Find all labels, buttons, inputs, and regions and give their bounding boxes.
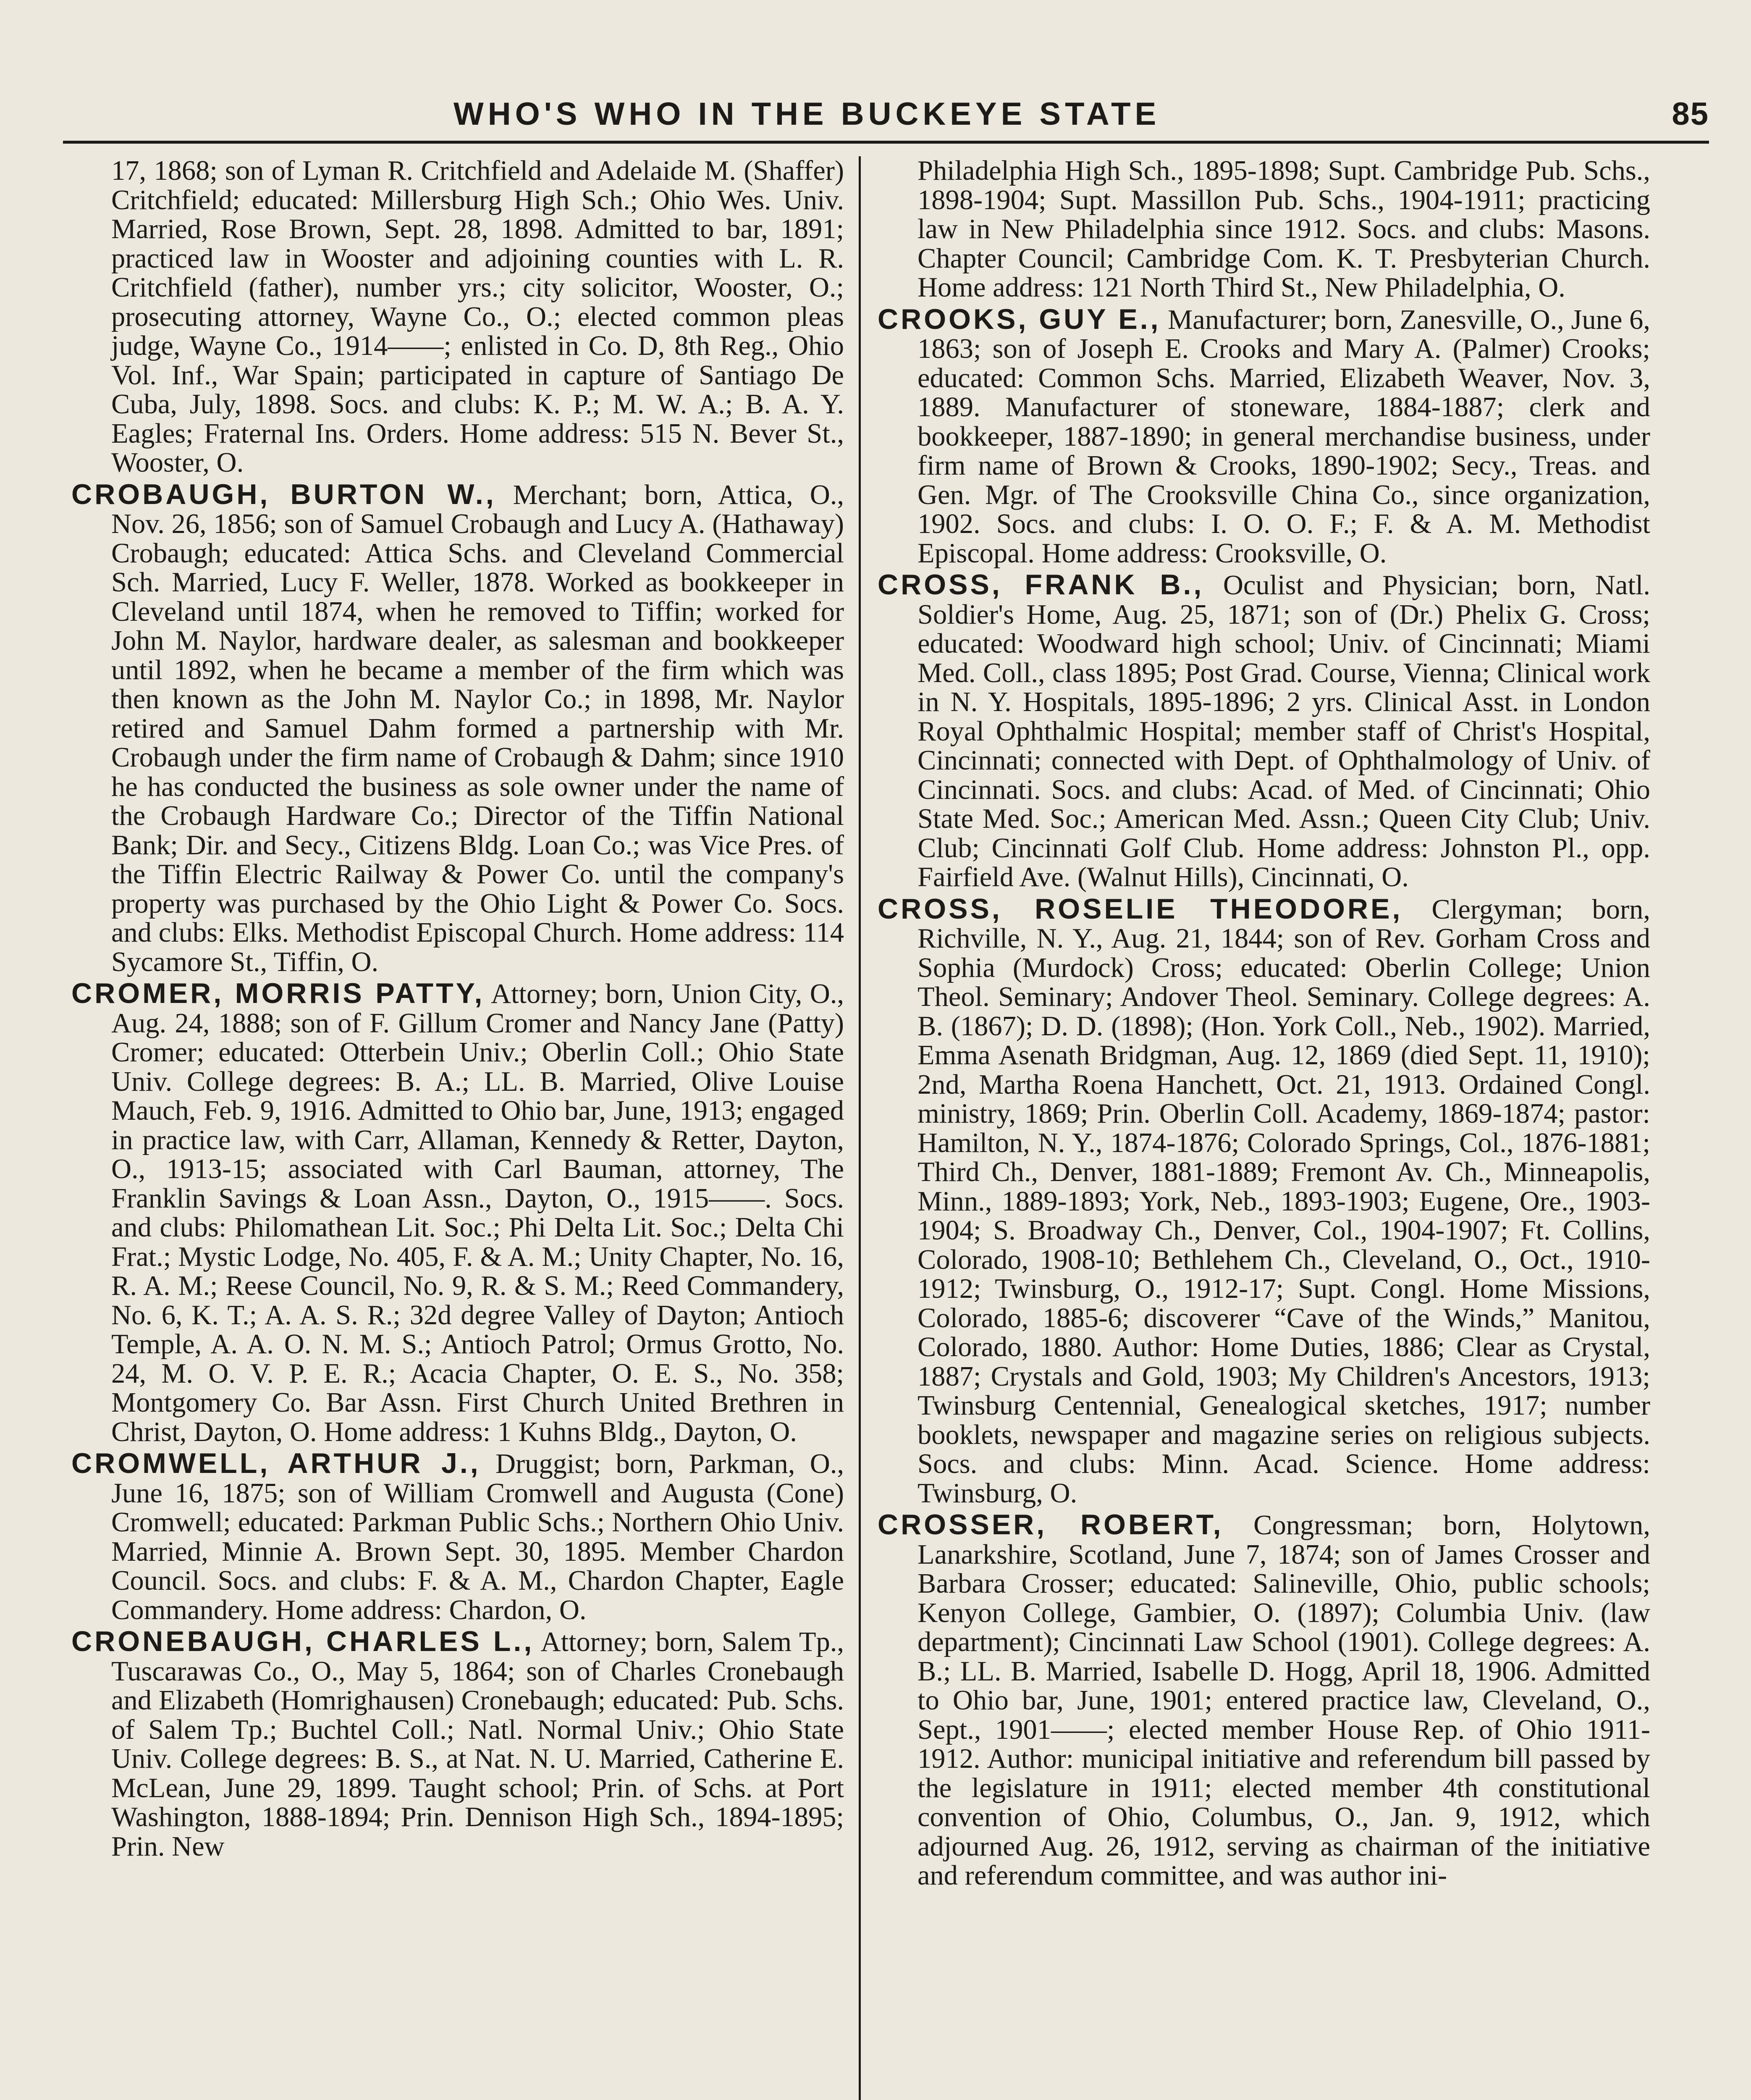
biography-entry (878, 305, 1650, 568)
entry-text: Philadelphia High Sch., 1895-1898; Supt. Cambridge Pub. Schs., 1898-1904; Supt. Massillon Pub. Schs., 1904-1911; practicing law in New Philadelphia since 1912. Socs. and clubs: Masons. Chapter Council; Cambridge Com. K. T. Presbyterian Church. Home address: 121 North Third St., New Philadelphia, O. (917, 155, 1650, 303)
biography-entry (71, 1627, 844, 1861)
biography-entry (878, 156, 1650, 302)
columns (63, 156, 1650, 1893)
entry-name: CROSSER, ROBERT, (878, 1509, 1224, 1541)
entry-text: Oculist and Physician; born, Natl. Soldier's Home, Aug. 25, 1871; son of (Dr.) Phelix G. Cross; educated: Woodward high school; Univ. of Cincinnati; Miami Med. Coll., class 1895; Post Grad. Course, Vienna; Clinical work in N. Y. Hospitals, 1895-1896; 2 yrs. Clinical Asst. in London Royal Ophthalmic Hospital; member staff of Christ's Hospital, Cincinnati; connected with Dept. of Ophthalmology of Univ. of Cincinnati. Socs. and clubs: Acad. of Med. of Cincinnati; Ohio State Med. Soc.; American Med. Assn.; Queen City Club; Univ. Club; Cincinnati Golf Club. Home address: Johnston Pl., opp. Fairfield Ave. (Walnut Hills), Cincinnati, O. (917, 570, 1651, 892)
entry-text: Attorney; born, Union City, O., Aug. 24, 1888; son of F. Gillum Cromer and Nancy Jane (Patty) Cromer; educated: Otterbein Univ.; Oberlin Coll.; Ohio State Univ. College degrees: B. A.; LL. B. Married, Olive Louise Mauch, Feb. 9, 1916. Admitted to Ohio bar, June, 1913; engaged in practice law, with Carr, Allaman, Kennedy & Retter, Dayton, O., 1913-15; associated with Carl Bauman, attorney, The Franklin Savings & Loan Assn., Dayton, O., 1915——. Socs. and clubs: Philomathean Lit. Soc.; Phi Delta Lit. Soc.; Delta Chi Frat.; Mystic Lodge, No. 405, F. & A. M.; Unity Chapter, No. 16, R. A. M.; Reese Council, No. 9, R. & S. M.; Reed Commandery, No. 6, K. T.; A. A. S. R.; 32d degree Valley of Dayton; Antioch Temple, A. A. O. N. M. S.; Antioch Patrol; Ormus Grotto, No. 24, M. O. V. P. E. R.; Acacia Chapter, O. E. S., No. 358; Montgomery Co. Bar Assn. First Church United Brethren in Christ, Dayton, O. Home address: 1 Kuhns Bldg., Dayton, O. (111, 979, 844, 1447)
entry-text: Clergyman; born, Richville, N. Y., Aug. 21, 1844; son of Rev. Gorham Cross and Sophia (Murdock) Cross; educated: Oberlin College; Union Theol. Seminary; Andover Theol. Seminary. College degrees: A. B. (1867); D. D. (1898); (Hon. York Coll., Neb., 1902). Married, Emma Asenath Bridgman, Aug. 12, 1869 (died Sept. 11, 1910); 2nd, Martha Roena Hanchett, Oct. 21, 1913. Ordained Congl. ministry, 1869; Prin. Oberlin Coll. Academy, 1869-1874; pastor: Hamilton, N. Y., 1874-1876; Colorado Springs, Col., 1876-1881; Third Ch., Denver, 1881-1889; Fremont Av. Ch., Minneapolis, Minn., 1889-1893; York, Neb., 1893-1903; Eugene, Ore., 1903-1904; S. Broadway Ch., Denver, Col., 1904-1907; Ft. Collins, Colorado, 1908-10; Bethlehem Ch., Cleveland, O., Oct., 1910-1912; Twinsburg, O., 1912-17; Supt. Congl. Home Missions, Colorado, 1885-6; discoverer “Cave of the Winds,” Manitou, Colorado, 1880. Author: Home Duties, 1886; Clear as Crystal, 1887; Crystals and Gold, 1903; My Children's Ancestors, 1913; Twinsburg Centennial, Genealogical sketches, 1917; number booklets, newspaper and magazine series on religious subjects. Socs. and clubs: Minn. Acad. Science. Home address: Twinsburg, O. (917, 894, 1651, 1509)
left-column (63, 156, 844, 1893)
running-header (63, 88, 1709, 141)
entry-text: Congressman; born, Holytown, Lanarkshire, Scotland, June 7, 1874; son of James Crosser and Barbara Crosser; educated: Salineville, Ohio, public schools; Kenyon College, Gambier, O. (1897); Columbia Univ. (law department); Cincinnati Law School (1901). College degrees: A. B.; LL. B. Married, Isabelle D. Hogg, April 18, 1906. Admitted to Ohio bar, June, 1901; entered practice law, Cleveland, O., Sept., 1901——; elected member House Rep. of Ohio 1911-1912. Author: municipal initiative and referendum bill passed by the legislature in 1911; elected member 4th constitutional convention of Ohio, Columbus, O., Jan. 9, 1912, which adjourned Aug. 26, 1912, serving as chairman of the initiative and referendum committee, and was author ini- (917, 1510, 1651, 1891)
entry-text: Merchant; born, Attica, O., Nov. 26, 1856; son of Samuel Crobaugh and Lucy A. (Hathaway) Crobaugh; educated: Attica Schs. and Cleveland Commercial Sch. Married, Lucy F. Weller, 1878. Worked as bookkeeper in Cleveland until 1874, when he removed to Tiffin; worked for John M. Naylor, hardware dealer, as salesman and bookkeeper until 1892, when he became a member of the firm which was then known as the John M. Naylor Co.; in 1898, Mr. Naylor retired and Samuel Dahm formed a partnership with Mr. Crobaugh under the firm name of Crobaugh & Dahm; since 1910 he has conducted the business as sole owner under the name of the Crobaugh Hardware Co.; Director of the Tiffin National Bank; Dir. and Secy., Citizens Bldg. Loan Co.; was Vice Pres. of the Tiffin Electric Railway & Power Co. until the company's property was purchased by the Ohio Light & Power Co. Socs. and clubs: Elks. Methodist Episcopal Church. Home address: 114 Sycamore St., Tiffin, O. (111, 479, 844, 977)
biography-entry (71, 979, 844, 1446)
entry-name: CROSS, FRANK B., (878, 569, 1204, 601)
biography-entry (71, 1449, 844, 1625)
page-number: 85 (1672, 96, 1709, 132)
entry-text: 17, 1868; son of Lyman R. Critchfield and Adelaide M. (Shaffer) Critchfield; educated: Millersburg High Sch.; Ohio Wes. Univ. Married, Rose Brown, Sept. 28, 1898. Admitted to bar, 1891; practiced law in Wooster and adjoining counties with L. R. Critchfield (father), number yrs.; city solicitor, Wooster, O.; prosecuting attorney, Wayne Co., O.; elected common pleas judge, Wayne Co., 1914——; enlisted in Co. D, 8th Reg., Ohio Vol. Inf., War Spain; participated in capture of Santiago De Cuba, July, 1898. Socs. and clubs: K. P.; M. W. A.; B. A. Y. Eagles; Fraternal Ins. Orders. Home address: 515 N. Bever St., Wooster, O. (111, 155, 844, 478)
biography-entry (878, 1510, 1650, 1890)
biography-entry (878, 892, 1651, 1509)
entry-name: CROOKS, GUY E., (878, 303, 1161, 335)
biography-entry (71, 480, 844, 977)
biography-entry (878, 570, 1650, 892)
biography-entry (71, 156, 844, 478)
column-rule (859, 156, 861, 2100)
entry-text: Manufacturer; born, Zanesville, O., June 6, 1863; son of Joseph E. Crooks and Mary A. (Palmer) Crooks; educated: Common Schs. Married, Elizabeth Weaver, Nov. 3, 1889. Manufacturer of stoneware, 1884-1887; clerk and bookkeeper, 1887-1890; in general merchandise business, under firm name of Brown & Crooks, 1890-1902; Secy., Treas. and Gen. Mgr. of The Crooksville China Co., since organization, 1902. Socs. and clubs: I. O. O. F.; F. & A. M. Methodist Episcopal. Home address: Crooksville, O. (917, 304, 1650, 569)
entry-name: CRONEBAUGH, CHARLES L., (71, 1625, 535, 1657)
header-rule (63, 141, 1709, 144)
running-title: WHO'S WHO IN THE BUCKEYE STATE (453, 96, 1161, 132)
right-column (873, 156, 1650, 1893)
entry-name: CROBAUGH, BURTON W., (71, 478, 496, 510)
entry-text: Druggist; born, Parkman, O., June 16, 1875; son of William Cromwell and Augusta (Cone) Cromwell; educated: Parkman Public Schs.; Northern Ohio Univ. Married, Minnie A. Brown Sept. 30, 1895. Member Chardon Council. Socs. and clubs: F. & A. M., Chardon Chapter, Eagle Commandery. Home address: Chardon, O. (111, 1449, 844, 1625)
entry-name: CROSS, ROSELIE THEODORE, (878, 892, 1403, 925)
entry-text: Attorney; born, Salem Tp., Tuscarawas Co., O., May 5, 1864; son of Charles Cronebaugh and Elizabeth (Homrighausen) Cronebaugh; educated: Pub. Schs. of Salem Tp.; Buchtel Coll.; Natl. Normal Univ.; Ohio State Univ. College degrees: B. S., at Nat. N. U. Married, Catherine E. McLean, June 29, 1899. Taught school; Prin. of Schs. at Port Washington, 1888-1894; Prin. Dennison High Sch., 1894-1895; Prin. New (111, 1627, 844, 1862)
entry-name: CROMWELL, ARTHUR J., (71, 1447, 481, 1479)
entry-name: CROMER, MORRIS PATTY, (71, 977, 485, 1009)
